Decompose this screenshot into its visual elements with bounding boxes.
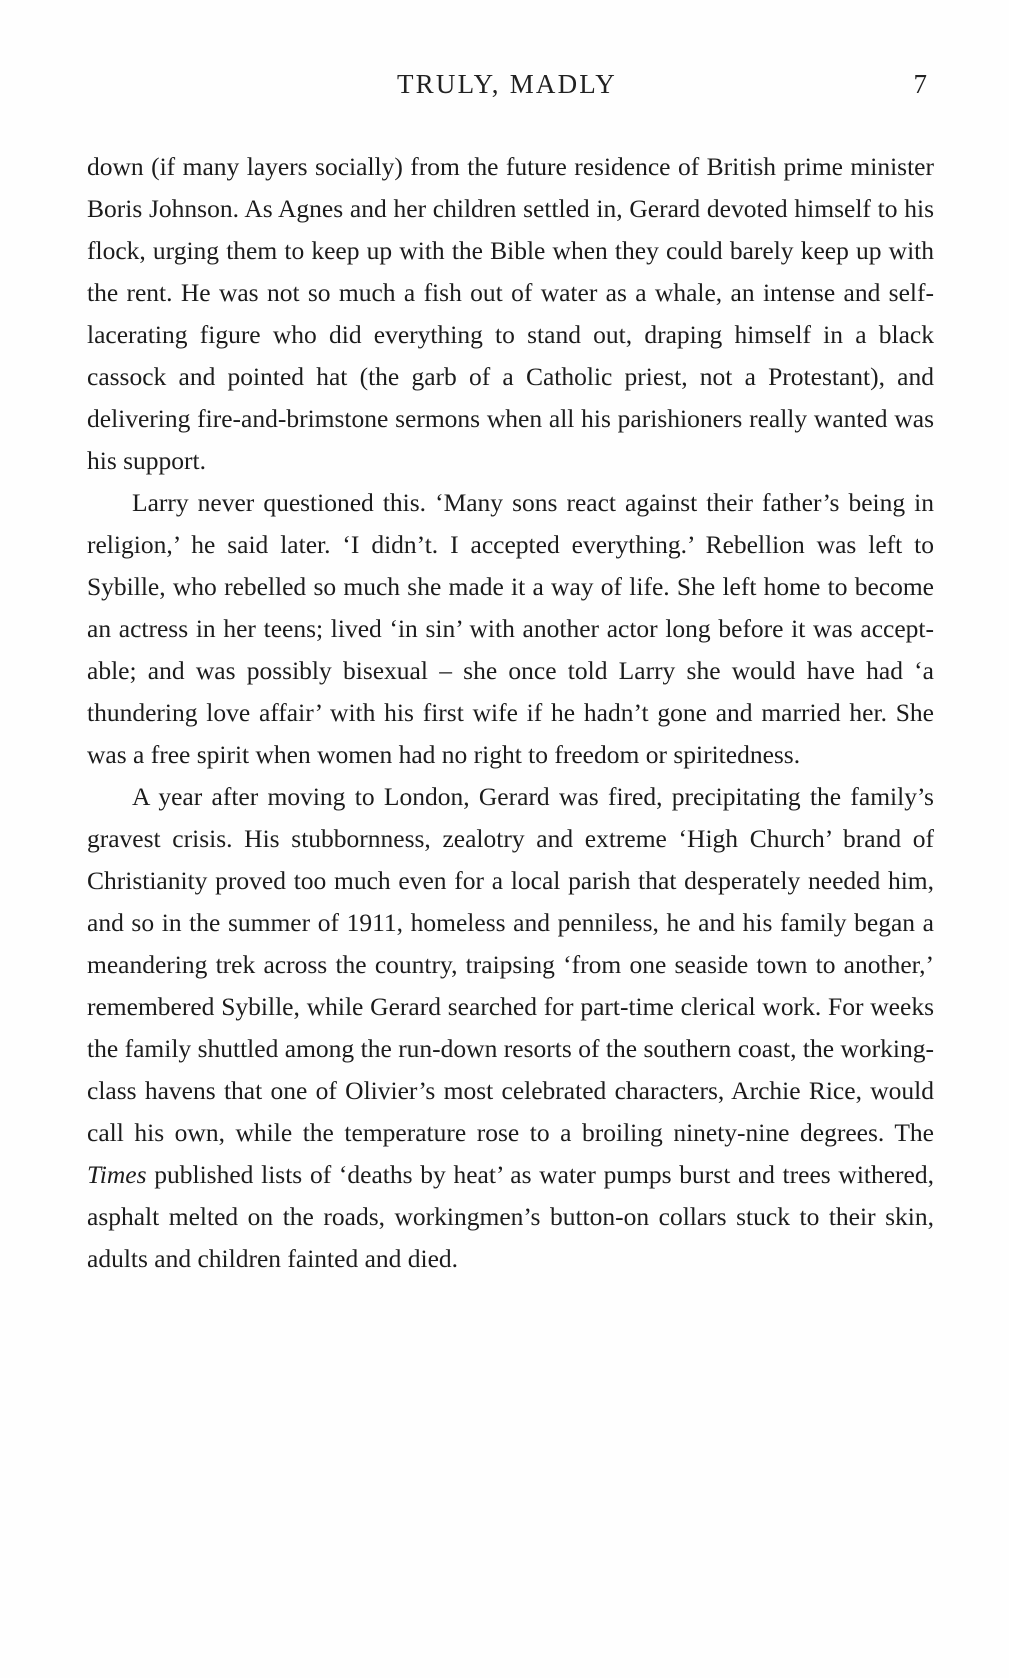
newspaper-title: Times <box>87 1160 147 1189</box>
paragraph-3 <box>87 776 934 1280</box>
paragraph-3-text-b: published lists of ‘deaths by heat’ as water pumps burst and trees withered, asphalt melted on the roads, workingmen’s button-on collars stuck to their skin, adults and children fainted and died. <box>87 1160 934 1273</box>
page-number: 7 <box>913 69 927 99</box>
body-text <box>87 146 934 1280</box>
paragraph-3-text-a: A year after moving to London, Gerard was fired, precipitating the family’s gravest crisis. His stubbornness, zealotry and extreme ‘High Church’ brand of Christianity proved too much even for a local parish that desperately needed him, and so in the summer of 1911, homeless and penniless, he and his family began a meandering trek across the country, traipsing ‘from one seaside town to another,’ remembered Sybille, while Gerard searched for part-time clerical work. For weeks the family shuttled among the run-down resorts of the southern coast, the working-class havens that one of Olivier’s most celebrated characters, Archie Rice, would call his own, while the temperature rose to a broiling ninety-nine degrees. The <box>87 782 934 1147</box>
paragraph-1: down (if many layers socially) from the future residence of British prime minister Boris Johnson. As Agnes and her children settled in, Gerard devoted himself to his flock, urging them to keep up with the Bible when they could barely keep up with the rent. He was not so much a fish out of water as a whale, an intense and self-lacerating figure who did everything to stand out, draping himself in a black cassock and pointed hat (the garb of a Catholic priest, not a Protestant), and delivering fire-and-brimstone sermons when all his parishioners really wanted was his support. <box>87 152 934 475</box>
running-title: TRULY, MADLY <box>396 69 617 99</box>
paragraph-2: Larry never questioned this. ‘Many sons react against their father’s being in religion,’ he said later. ‘I didn’t. I accepted everything.’ Rebellion was left to Sybille, who rebelled so much she made it a way of life. She left home to become an actress in her teens; lived ‘in sin’ with another actor long before it was acceptable; and was possibly bisexual – she once told Larry she would have had ‘a thundering love affair’ with his first wife if he hadn’t gone and married her. She was a free spirit when women had no right to freedom or spiritedness. <box>87 488 934 769</box>
running-head <box>87 64 927 104</box>
